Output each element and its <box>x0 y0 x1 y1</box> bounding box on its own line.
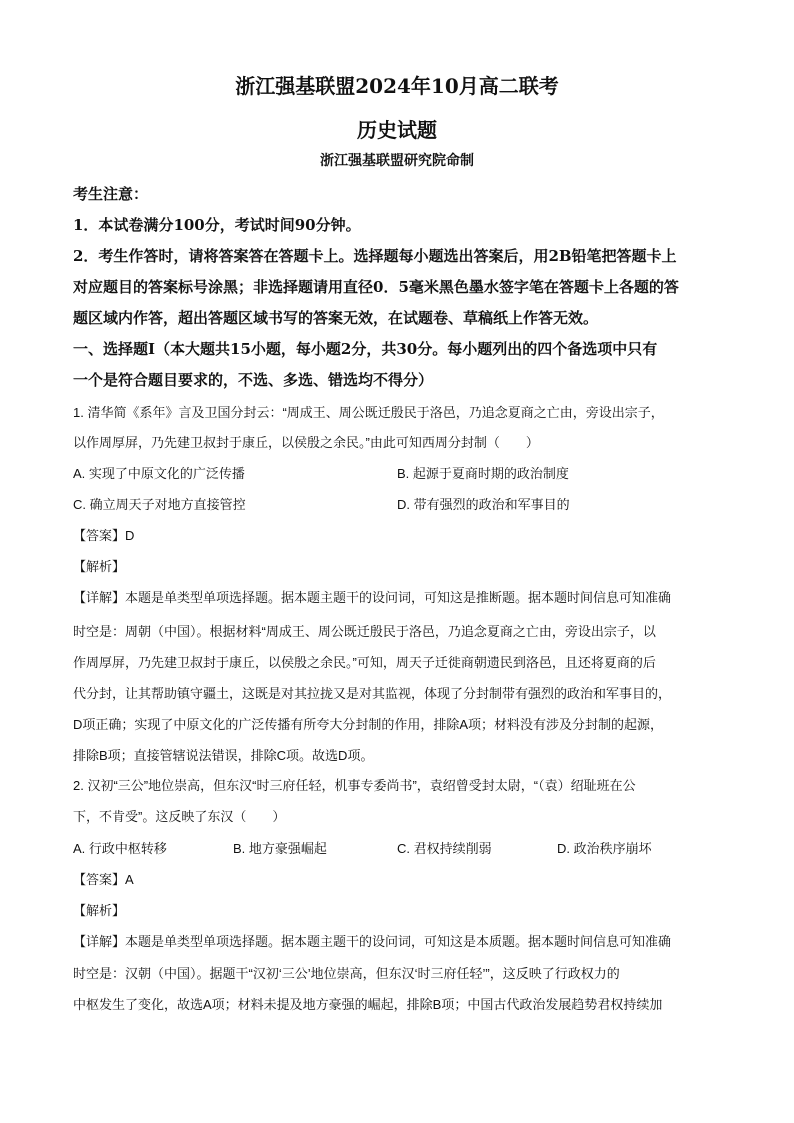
exam-title: 浙江强基联盟2024年10月高二联考 <box>235 74 559 98</box>
q1-stem-line-1: 1. 清华简《系年》言及卫国分封云：“周成王、周公既迁殷民于洛邑，乃追念夏商之亡由，旁设出宗子， <box>73 405 664 420</box>
q1-detail-line-2: 时空是：周朝（中国）。根据材料“周成王、周公既迁殷民于洛邑，乃追念夏商之亡由，旁设出宗子，以 <box>73 624 656 639</box>
notice-item-2-line-1: 2．考生作答时，请将答案答在答题卡上。选择题每小题选出答案后，用2B铅笔把答题卡上 <box>73 247 677 265</box>
q2-answer: 【答案】A <box>73 872 134 887</box>
q1-option-d: D. 带有强烈的政治和军事目的 <box>397 497 570 512</box>
q1-detail-line-4: 代分封，让其帮助镇守疆土，这既是对其拉拢又是对其监视，体现了分封制带有强烈的政治和军事目的， <box>73 686 672 701</box>
notice-item-2-line-3: 题区域内作答，超出答题区域书写的答案无效，在试题卷、草稿纸上作答无效。 <box>73 309 599 327</box>
q2-detail-line-2: 时空是：汉朝（中国）。据题干“汉初‘三公’地位崇高，但东汉‘时三府任轻’”，这反映了行政权力的 <box>73 966 620 981</box>
q1-option-c: C. 确立周天子对地方直接管控 <box>73 497 246 512</box>
q1-detail-line-6: 排除B项；直接管辖说法错误，排除C项。故选D项。 <box>73 748 374 763</box>
notice-item-1: 1．本试卷满分100分，考试时间90分钟。 <box>73 216 361 234</box>
q2-option-d: D. 政治秩序崩坏 <box>557 841 652 856</box>
q1-stem-line-2: 以作周厚屏，乃先建卫叔封于康丘，以侯殷之余民。”由此可知西周分封制（ ） <box>73 435 539 450</box>
q1-analysis-label: 【解析】 <box>73 559 126 574</box>
q2-detail-line-3: 中枢发生了变化，故选A项；材料未提及地方豪强的崛起，排除B项；中国古代政治发展趋势君权持续加 <box>73 997 663 1012</box>
q1-detail-line-5: D项正确；实现了中原文化的广泛传播有所夸大分封制的作用，排除A项；材料没有涉及分封制的起源， <box>73 717 664 732</box>
notice-heading: 考生注意： <box>73 185 149 203</box>
notice-item-2-line-2: 对应题目的答案标号涂黑；非选择题请用直径0．5毫米黑色墨水签字笔在答题卡上各题的答 <box>73 278 679 296</box>
q2-detail-line-1: 【详解】本题是单类型单项选择题。据本题主题干的设问词，可知这是本质题。据本题时间信息可知准确 <box>73 934 672 949</box>
q2-option-a: A. 行政中枢转移 <box>73 841 167 856</box>
q2-analysis-label: 【解析】 <box>73 903 126 918</box>
section-heading-line-1: 一、选择题Ⅰ（本大题共15小题，每小题2分，共30分。每小题列出的四个备选项中只有 <box>73 340 658 358</box>
q1-detail-line-3: 作周厚屏，乃先建卫叔封于康丘，以侯殷之余民。”可知，周天子迁徙商朝遗民到洛邑，且还将夏商的后 <box>73 655 656 670</box>
exam-subtitle: 历史试题 <box>357 118 437 142</box>
q1-answer: 【答案】D <box>73 528 135 543</box>
q1-detail-line-1: 【详解】本题是单类型单项选择题。据本题主题干的设问词，可知这是推断题。据本题时间信息可知准确 <box>73 590 672 605</box>
q2-option-c: C. 君权持续削弱 <box>397 841 492 856</box>
q1-option-a: A. 实现了中原文化的广泛传播 <box>73 466 245 481</box>
q2-stem-line-1: 2. 汉初“三公”地位崇高，但东汉“时三府任轻，机事专委尚书”，袁绍曾受封太尉，“（袁）绍耻班在公 <box>73 778 636 793</box>
q2-stem-line-2: 下，不肯受”。这反映了东汉（ ） <box>73 809 286 824</box>
section-heading-line-2: 一个是符合题目要求的，不选、多选、错选均不得分） <box>73 371 434 389</box>
q1-option-b: B. 起源于夏商时期的政治制度 <box>397 466 569 481</box>
q2-option-b: B. 地方豪强崛起 <box>233 841 327 856</box>
exam-author: 浙江强基联盟研究院命制 <box>320 153 474 169</box>
